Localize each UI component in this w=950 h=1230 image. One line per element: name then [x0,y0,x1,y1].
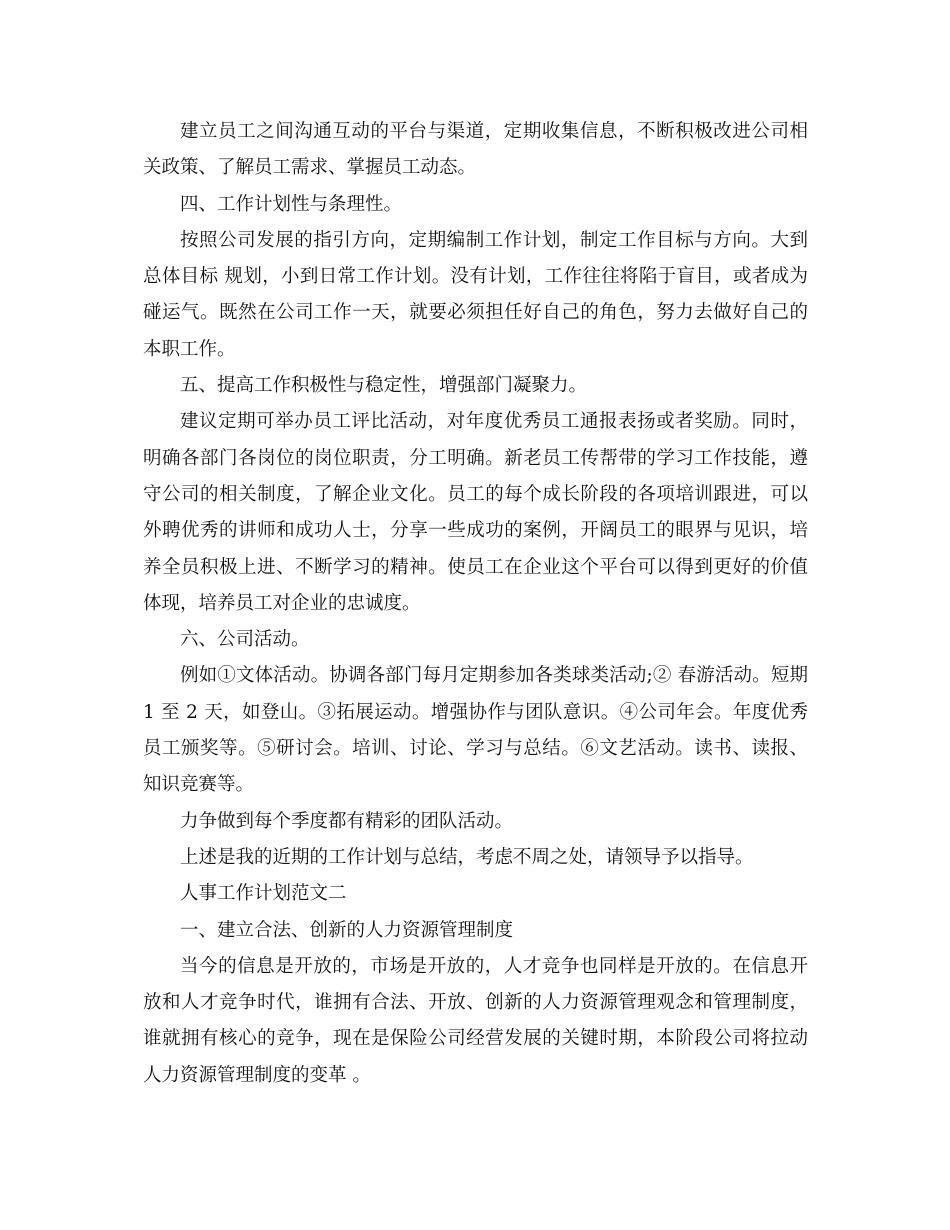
paragraph-quarterly-goal: 力争做到每个季度都有精彩的团队活动。 [180,810,514,832]
heading-company-activities: 六、公司活动。 [180,629,310,651]
heading-motivation-stability: 五、提高工作积极性与稳定性，增强部门凝聚力。 [180,375,588,397]
heading-work-planning: 四、工作计划性与条理性。 [180,193,403,215]
heading-hr-system: 一、建立合法、创新的人力资源管理制度 [180,919,514,941]
paragraph-closing-remark: 上述是我的近期的工作计划与总结，考虑不周之处，请领导予以指导。 [180,846,754,868]
paragraph-communication-platform: 建立员工之间沟通互动的平台与渠道，定期收集信息，不断积极改进公司相关政策、了解员工需求、掌握员工动态。 [143,121,808,179]
section-title-sample-two: 人事工作计划范文二 [180,883,347,905]
document-body [143,114,808,1094]
paragraph-motivation-stability: 建议定期可举办员工评比活动，对年度优秀员工通报表扬或者奖励。同时，明确各部门各岗位的岗位职责，分工明确。新老员工传帮带的学习工作技能，遵守公司的相关制度，了解企业文化。员工的每个成长阶段的各项培训跟进，可以外聘优秀的讲师和成功人士，分享一些成功的案例，开阔员工的眼界与见识，培养全员积极上进、不断学习的精神。使员工在企业这个平台可以得到更好的价值体现，培养员工对企业的忠诚度。 [143,411,808,614]
paragraph-work-planning: 按照公司发展的指引方向，定期编制工作计划，制定工作目标与方向。大到总体目标 规划，小到日常工作计划。没有计划，工作往往将陷于盲目，或者成为碰运气。既然在公司工作一天，就要必须担任好自己的角色，努力去做好自己的本职工作。 [143,229,808,360]
paragraph-hr-system: 当今的信息是开放的，市场是开放的，人才竞争也同样是开放的。在信息开放和人才竞争时代，谁拥有合法、开放、创新的人力资源管理观念和管理制度，谁就拥有核心的竞争，现在是保险公司经营发展的关键时期，本阶段公司将拉动人力资源管理制度的变革 。 [143,955,808,1086]
paragraph-activity-examples: 例如①文体活动。协调各部门每月定期参加各类球类活动;② 春游活动。短期 1 至 2 天，如登山。③拓展运动。增强协作与团队意识。④公司年会。年度优秀员工颁奖等。⑤研讨会。培训、讨论、学习与总结。⑥文艺活动。读书、读报、知识竞赛等。 [143,665,808,796]
